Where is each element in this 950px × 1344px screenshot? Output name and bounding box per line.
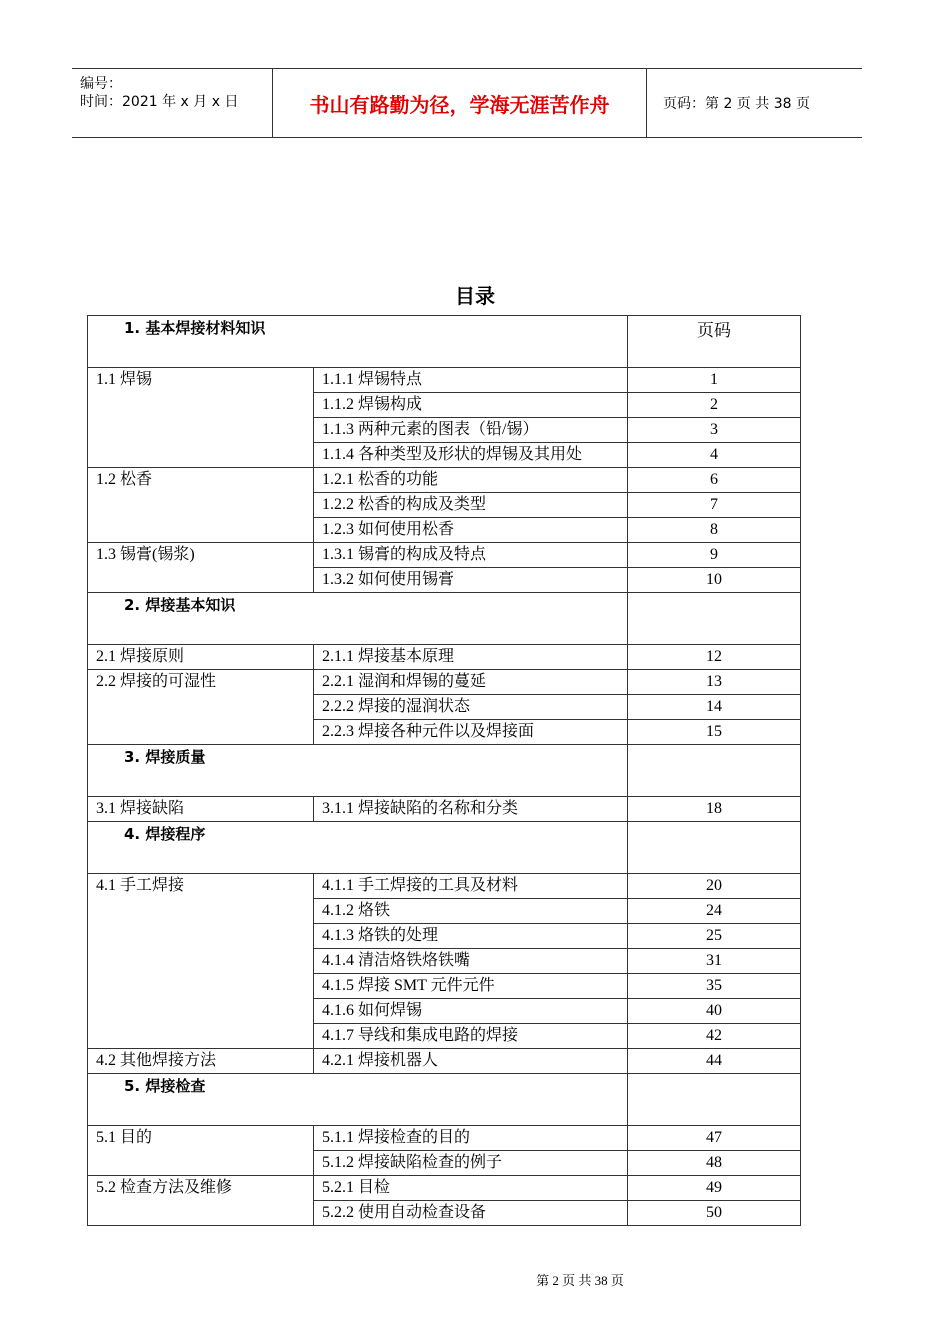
entry-title[interactable]: 2.1.1 焊接基本原理 [314, 645, 628, 670]
section-title: 4. 焊接程序 [88, 822, 628, 874]
page-footer: 第 2 页 共 38 页 [536, 1273, 624, 1288]
entry-title[interactable]: 3.1.1 焊接缺陷的名称和分类 [314, 797, 628, 822]
section-title: 2. 焊接基本知识 [88, 593, 628, 645]
page-header [72, 68, 862, 138]
entry-title[interactable]: 1.3.1 锡膏的构成及特点 [314, 543, 628, 568]
group-label: 1.3 锡膏(锡浆) [88, 543, 314, 593]
group-label: 4.1 手工焊接 [88, 874, 314, 1049]
table-row [88, 797, 801, 822]
entry-title[interactable]: 1.1.1 焊锡特点 [314, 368, 628, 393]
entry-title[interactable]: 4.1.5 焊接 SMT 元件元件 [314, 974, 628, 999]
entry-title[interactable]: 2.2.3 焊接各种元件以及焊接面 [314, 720, 628, 745]
group-label: 5.2 检查方法及维修 [88, 1176, 314, 1226]
header-page-label [655, 69, 862, 137]
entry-title[interactable]: 2.2.1 湿润和焊锡的蔓延 [314, 670, 628, 695]
toc-title: 目录 [455, 284, 495, 308]
entry-title[interactable]: 2.2.2 焊接的湿润状态 [314, 695, 628, 720]
entry-title[interactable]: 5.2.2 使用自动检查设备 [314, 1201, 628, 1226]
time-label: 时间：2021 年 x 月 x 日 [80, 94, 239, 110]
entry-page: 1 [628, 368, 801, 393]
section-row [88, 1074, 801, 1126]
entry-title[interactable]: 4.1.1 手工焊接的工具及材料 [314, 874, 628, 899]
entry-page: 49 [628, 1176, 801, 1201]
entry-page: 20 [628, 874, 801, 899]
entry-title[interactable]: 1.1.2 焊锡构成 [314, 393, 628, 418]
group-label: 1.2 松香 [88, 468, 314, 543]
entry-page: 7 [628, 493, 801, 518]
entry-page: 42 [628, 1024, 801, 1049]
entry-page: 8 [628, 518, 801, 543]
entry-page: 2 [628, 393, 801, 418]
group-label: 1.1 焊锡 [88, 368, 314, 468]
entry-page: 12 [628, 645, 801, 670]
number-label: 编号： [80, 76, 122, 92]
table-row [88, 1049, 801, 1074]
entry-page: 35 [628, 974, 801, 999]
entry-title[interactable]: 4.2.1 焊接机器人 [314, 1049, 628, 1074]
entry-page: 14 [628, 695, 801, 720]
entry-page: 6 [628, 468, 801, 493]
page-column-header: 页码 [628, 316, 801, 368]
section-row [88, 822, 801, 874]
entry-page: 9 [628, 543, 801, 568]
section-page-cell [628, 745, 801, 797]
entry-title[interactable]: 1.2.3 如何使用松香 [314, 518, 628, 543]
group-label: 5.1 目的 [88, 1126, 314, 1176]
entry-title[interactable]: 1.3.2 如何使用锡膏 [314, 568, 628, 593]
table-row [88, 543, 801, 568]
section-row [88, 316, 801, 368]
toc-table [87, 315, 801, 1226]
entry-title[interactable]: 1.2.1 松香的功能 [314, 468, 628, 493]
entry-page: 4 [628, 443, 801, 468]
entry-page: 3 [628, 418, 801, 443]
entry-page: 25 [628, 924, 801, 949]
entry-page: 10 [628, 568, 801, 593]
section-title: 5. 焊接检查 [88, 1074, 628, 1126]
table-row [88, 1126, 801, 1151]
section-title: 1. 基本焊接材料知识 [88, 316, 628, 368]
entry-title[interactable]: 5.1.2 焊接缺陷检查的例子 [314, 1151, 628, 1176]
table-row [88, 645, 801, 670]
section-row [88, 593, 801, 645]
entry-page: 24 [628, 899, 801, 924]
section-title: 3. 焊接质量 [88, 745, 628, 797]
group-label: 2.1 焊接原则 [88, 645, 314, 670]
entry-title[interactable]: 4.1.2 烙铁 [314, 899, 628, 924]
header-meta [72, 69, 273, 137]
entry-title[interactable]: 1.1.4 各种类型及形状的焊锡及其用处 [314, 443, 628, 468]
entry-page: 40 [628, 999, 801, 1024]
entry-title[interactable]: 5.2.1 目检 [314, 1176, 628, 1201]
table-row [88, 468, 801, 493]
entry-title[interactable]: 1.2.2 松香的构成及类型 [314, 493, 628, 518]
entry-page: 44 [628, 1049, 801, 1074]
entry-title[interactable]: 1.1.3 两种元素的图表（铅/锡） [314, 418, 628, 443]
entry-page: 50 [628, 1201, 801, 1226]
page-label-text: 页码：第 2 页 共 38 页 [663, 96, 810, 112]
group-label: 3.1 焊接缺陷 [88, 797, 314, 822]
entry-title[interactable]: 4.1.7 导线和集成电路的焊接 [314, 1024, 628, 1049]
header-motto: 书山有路勤为径，学海无涯苦作舟 [273, 69, 647, 137]
entry-title[interactable]: 4.1.4 清洁烙铁烙铁嘴 [314, 949, 628, 974]
section-page-cell [628, 593, 801, 645]
entry-page: 18 [628, 797, 801, 822]
section-page-cell [628, 1074, 801, 1126]
group-label: 2.2 焊接的可湿性 [88, 670, 314, 745]
group-label: 4.2 其他焊接方法 [88, 1049, 314, 1074]
entry-page: 48 [628, 1151, 801, 1176]
entry-page: 13 [628, 670, 801, 695]
entry-title[interactable]: 5.1.1 焊接检查的目的 [314, 1126, 628, 1151]
entry-title[interactable]: 4.1.3 烙铁的处理 [314, 924, 628, 949]
entry-page: 47 [628, 1126, 801, 1151]
section-row [88, 745, 801, 797]
table-row [88, 1176, 801, 1201]
section-page-cell [628, 822, 801, 874]
table-row [88, 874, 801, 899]
entry-page: 15 [628, 720, 801, 745]
entry-page: 31 [628, 949, 801, 974]
entry-title[interactable]: 4.1.6 如何焊锡 [314, 999, 628, 1024]
table-row [88, 368, 801, 393]
table-row [88, 670, 801, 695]
